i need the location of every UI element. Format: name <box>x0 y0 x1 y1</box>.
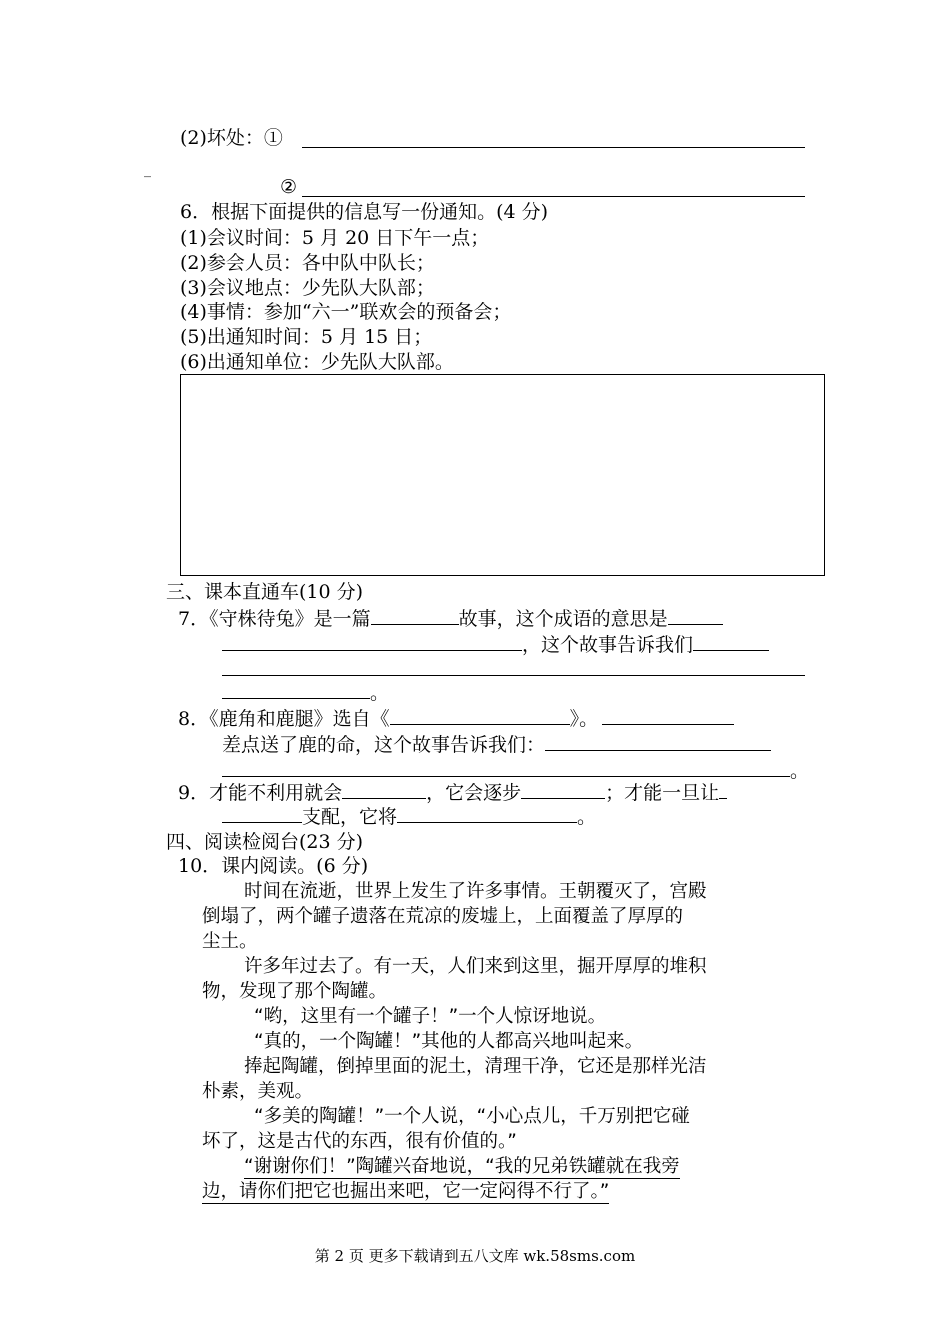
q9-period: 。 <box>577 806 597 828</box>
passage-line-underlined <box>244 1155 680 1179</box>
underlined-sentence: “谢谢你们！”陶罐兴奋地说，“我的兄弟铁罐就在我旁 <box>244 1156 680 1177</box>
q7-line2 <box>222 632 769 657</box>
passage-line: “哟，这里有一个罐子！”一个人惊讶地说。 <box>254 1006 607 1027</box>
section3-heading: 三、课本直通车(10 分) <box>166 581 364 603</box>
q5-circle-2: ② <box>280 176 298 198</box>
passage-line: 倒塌了，两个罐子遗落在荒凉的废墟上，上面覆盖了厚厚的 <box>202 906 684 927</box>
passage-line: 尘土。 <box>202 931 258 952</box>
q5-bad-text: (2)坏处： <box>180 127 264 149</box>
q8-blank-3[interactable] <box>545 732 771 751</box>
q9-blank-5[interactable] <box>397 804 577 823</box>
q8-blank-4[interactable] <box>222 758 790 777</box>
passage-line: “多美的陶罐！”一个人说，“小心点儿，千万别把它碰 <box>254 1106 690 1127</box>
q8-blank-2[interactable] <box>602 706 734 725</box>
q8-blank-1[interactable] <box>390 706 570 725</box>
q6-item: (3)会议地点：少先队大队部； <box>180 277 435 299</box>
q7-answer-line[interactable] <box>222 675 805 676</box>
q9-line1 <box>178 780 727 805</box>
q7-text: 故事，这个成语的意思是 <box>458 608 668 630</box>
q9-line2 <box>222 804 596 829</box>
q9-blank-4[interactable] <box>222 804 302 823</box>
q7-line4 <box>222 680 389 705</box>
q10-title: 10．课内阅读。(6 分) <box>178 855 369 877</box>
passage-line: 坏了，这是古代的东西，很有价值的。” <box>202 1131 517 1152</box>
q7-blank-4[interactable] <box>693 632 769 651</box>
q7-blank-3[interactable] <box>222 632 522 651</box>
q8-period: 。 <box>790 760 810 782</box>
q7-blank-1[interactable] <box>371 606 459 625</box>
passage-line: 捧起陶罐，倒掉里面的泥土，清理干净，它还是那样光洁 <box>244 1056 707 1077</box>
passage-line: 时间在流逝，世界上发生了许多事情。王朝覆灭了，宫殿 <box>244 881 707 902</box>
q7-period: 。 <box>370 682 390 704</box>
q7-text: ，这个故事告诉我们 <box>522 634 694 656</box>
passage-line: 朴素，美观。 <box>202 1081 314 1102</box>
q9-text: ；才能一旦让 <box>605 782 720 804</box>
q7-blank-2[interactable] <box>668 606 723 625</box>
q8-line1 <box>178 706 734 731</box>
q6-item: (5)出通知时间：5 月 15 日； <box>180 326 433 348</box>
q8-text: 》。 <box>569 708 599 730</box>
answer-line[interactable] <box>302 196 805 197</box>
stray-dash: _ <box>144 162 151 178</box>
q9-blank-2[interactable] <box>521 780 605 799</box>
q9-text: ，它会逐步 <box>426 782 522 804</box>
q8-line2 <box>222 732 771 757</box>
q9-text: 支配，它将 <box>302 806 398 828</box>
q5-circle-1: ① <box>263 127 283 149</box>
q6-item: (4)事情：参加“六一”联欢会的预备会； <box>180 301 512 323</box>
page-footer: 第 2 页 更多下载请到五八文库 wk.58sms.com <box>314 1247 636 1265</box>
q9-blank-1[interactable] <box>342 780 426 799</box>
q5-bad-label <box>180 126 283 150</box>
q6-item: (1)会议时间：5 月 20 日下午一点； <box>180 227 490 249</box>
q8-text: 8．《鹿角和鹿腿》选自《 <box>178 708 390 730</box>
q6-title: 6．根据下面提供的信息写一份通知。(4 分) <box>180 201 549 223</box>
underlined-sentence: 边，请你们把它也掘出来吧，它一定闷得不行了。” <box>202 1181 610 1202</box>
q9-blank-3[interactable] <box>719 780 727 799</box>
q7-text: 7．《守株待兔》是一篇 <box>178 608 371 630</box>
q8-text: 差点送了鹿的命，这个故事告诉我们： <box>222 734 546 756</box>
q6-item: (6)出通知单位：少先队大队部。 <box>180 351 454 373</box>
q6-item: (2)参会人员：各中队中队长； <box>180 252 435 274</box>
q7-blank-5[interactable] <box>222 680 370 699</box>
passage-line: “真的，一个陶罐！”其他的人都高兴地叫起来。 <box>254 1031 644 1052</box>
q7-line1 <box>178 606 723 631</box>
passage-line-underlined <box>202 1180 609 1204</box>
notice-answer-box[interactable] <box>180 374 825 576</box>
section4-heading: 四、阅读检阅台(23 分) <box>166 831 364 853</box>
q9-text: 9．才能不利用就会 <box>178 782 343 804</box>
answer-line[interactable] <box>302 147 805 148</box>
passage-line: 许多年过去了。有一天，人们来到这里，掘开厚厚的堆积 <box>244 956 707 977</box>
passage-line: 物，发现了那个陶罐。 <box>202 981 388 1002</box>
